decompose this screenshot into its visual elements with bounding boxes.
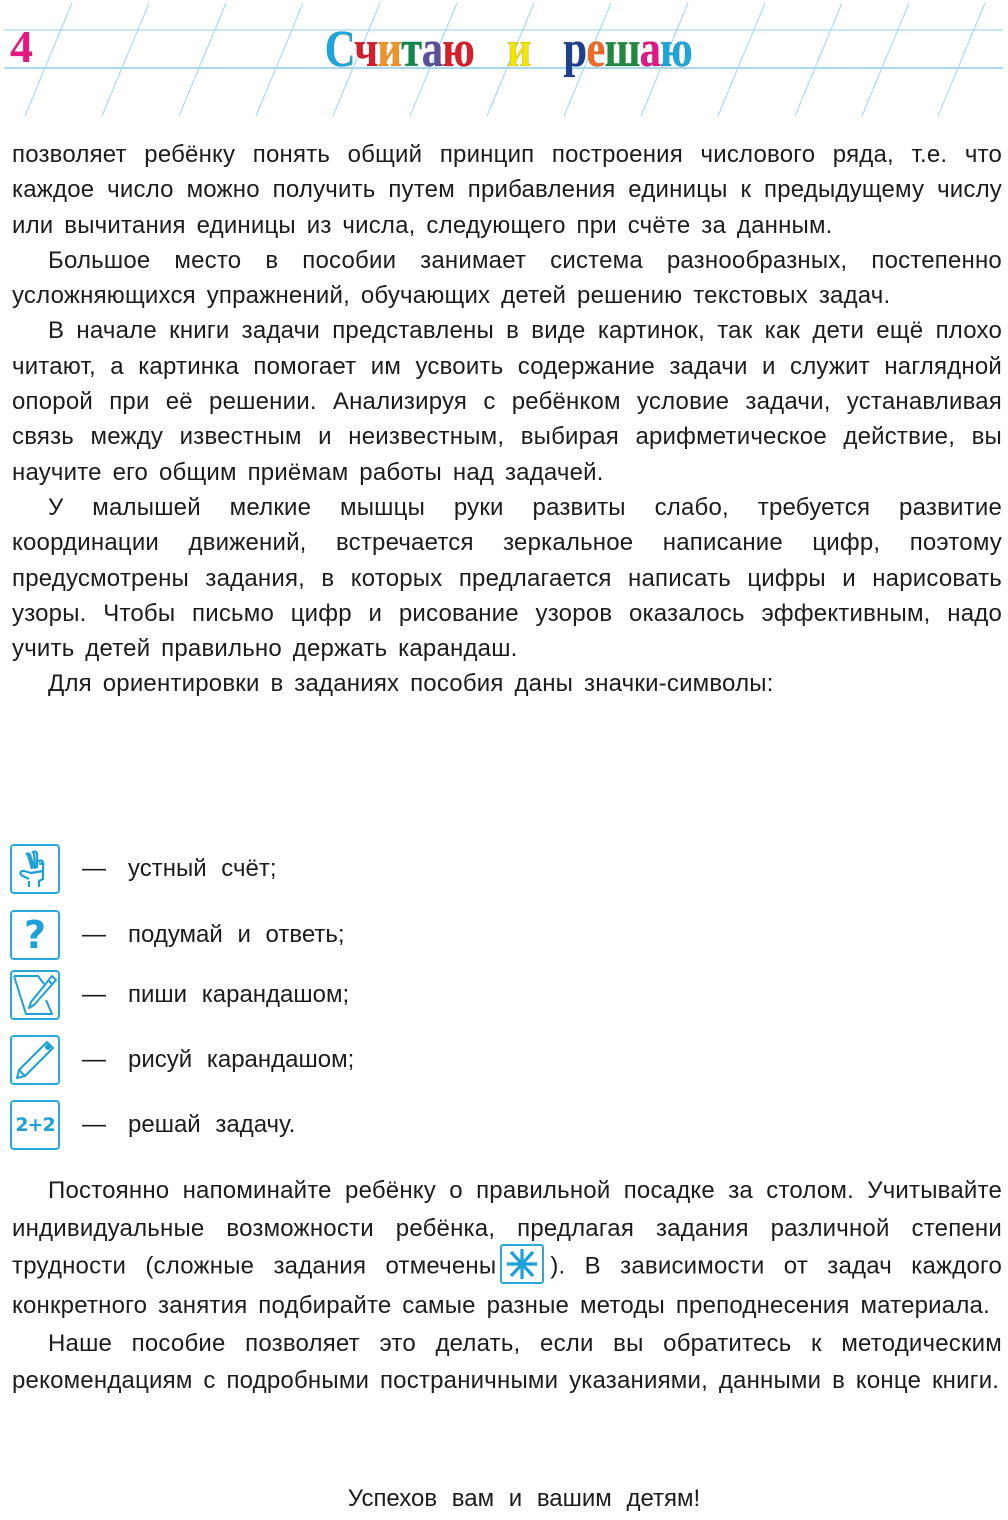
closing-line: Успехов вам и вашим детям! (347, 1485, 701, 1512)
intro-text (12, 137, 1002, 702)
title-letter: ю (442, 21, 475, 78)
title-letter: и (506, 21, 531, 78)
paragraph: Наше пособие позволяет это делать, если вы обратитесь к методическим рекомендациям с подробными постраничными указаниями, данными в конце книги. (12, 1329, 1002, 1395)
legend-item (10, 1098, 295, 1152)
title-letter: а (421, 21, 443, 78)
title-letter: С (324, 21, 355, 78)
page-title (95, 22, 922, 78)
title-letter: ч (354, 21, 378, 78)
title-letter: и (377, 21, 402, 78)
paragraph: позволяет ребёнку понять общий принцип построения числового ряда, т.е. что каждое число можно получить путем прибавления единицы к предыдущему числу или вычитания единицы из числа, следующего при счёте за данным. (12, 141, 1002, 239)
title-word (325, 22, 474, 78)
legend-dash: — (82, 981, 106, 1008)
title-letter: ю (660, 21, 692, 78)
question-mark-icon: ? (10, 910, 60, 960)
paragraph: Постоянно напоминайте ребёнку о правильной посадке за столом. Учитывайте индивидуальные возможности ребёнка, предлагая задания различной степени трудности (сложные задания отмечены ). В зависимости от задач каждого конкретного занятия подбирайте самые разные методы преподнесения материала. (12, 1177, 1003, 1320)
paragraph: В начале книги задачи представлены в виде картинок, так как дети ещё плохо читают, а картинка помогает им усвоить содержание задачи и служит наглядной опорой при её решении. Анализируя с ребёнком условие задачи, устанавливая связь между известным и неизвестным, выбирая арифметическое действие, вы научите его общим приёмам работы над задачей. (12, 317, 1002, 486)
asterisk-difficulty-icon (500, 1244, 544, 1284)
legend-label: подумай и ответь; (128, 921, 345, 948)
hand-counting-icon (10, 844, 60, 894)
two-plus-two-icon: 2+2 (10, 1100, 60, 1150)
page-number: 4 (10, 21, 33, 72)
paragraph: Для ориентировки в заданиях пособия даны значки-символы: (48, 670, 774, 698)
legend-item (10, 842, 277, 896)
page-header (0, 0, 1008, 125)
legend-label: рисуй карандашом; (128, 1046, 355, 1073)
title-word (563, 22, 691, 78)
title-letter: а (639, 21, 661, 78)
guidance-text (12, 1172, 1002, 1400)
legend-item (10, 968, 349, 1022)
legend-label: решай задачу. (128, 1111, 296, 1138)
legend-dash: — (82, 921, 106, 948)
write-pencil-icon (10, 970, 60, 1020)
paragraph: Большое место в пособии занимает система разнообразных, постепенно усложняющихся упражнений, обучающих детей решению текстовых задач. (12, 246, 1002, 310)
title-letter: р (563, 21, 587, 78)
draw-pencil-icon (10, 1035, 60, 1085)
legend-item (10, 1033, 354, 1087)
title-letter: е (586, 21, 605, 78)
title-letter: ш (604, 21, 640, 78)
legend-label: устный счёт; (128, 855, 277, 882)
legend-label: пиши карандашом; (128, 981, 350, 1008)
title-letter: т (401, 21, 422, 78)
legend-dash: — (82, 1111, 106, 1138)
title-word (507, 22, 531, 78)
legend-dash: — (82, 855, 106, 882)
paragraph: У малышей мелкие мышцы руки развиты слабо, требуется развитие координации движений, встречается зеркальное написание цифр, поэтому предусмотрены задания, в которых предлагается написать цифры и нарисовать узоры. Чтобы письмо цифр и рисование узоров оказалось эффективным, надо учить детей правильно держать карандаш. (12, 493, 1002, 663)
legend-item (10, 908, 345, 962)
legend-dash: — (82, 1046, 106, 1073)
